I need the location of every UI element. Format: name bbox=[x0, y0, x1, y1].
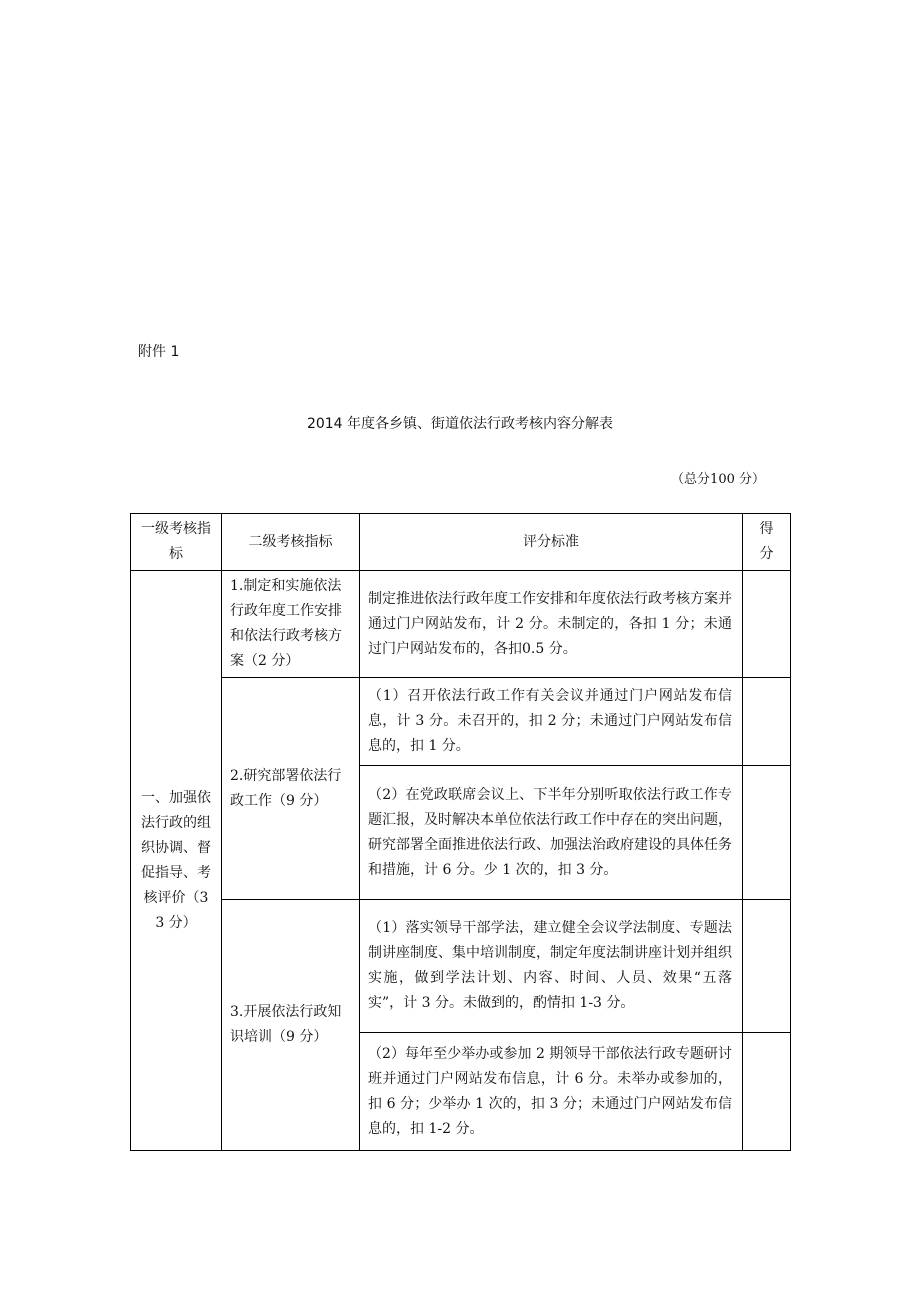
secondary-indicator-cell: 3.开展依法行政知识培训（9 分） bbox=[222, 900, 360, 1151]
criteria-cell: （2）每年至少举办或参加 2 期领导干部依法行政专题研讨班并通过门户网站发布信息，计 6 分。未举办或参加的，扣 6 分；少举办 1 次的，扣 3 分；未通过门户网站发布信息的，扣 1-2 分。 bbox=[360, 1033, 743, 1151]
header-score: 得分 bbox=[743, 514, 791, 571]
table-row bbox=[131, 678, 791, 766]
secondary-indicator-cell: 2.研究部署依法行政工作（9 分） bbox=[222, 678, 360, 900]
document-title: 2014 年度各乡镇、街道依法行政考核内容分解表 bbox=[306, 416, 614, 432]
criteria-cell: （1）落实领导干部学法，建立健全会议学法制度、专题法制讲座制度、集中培训制度，制定年度法制讲座计划并组织实施，做到学法计划、内容、时间、人员、效果“五落实”，计 3 分。未做到的，酌情扣 1-3 分。 bbox=[360, 900, 743, 1033]
table-row bbox=[131, 900, 791, 1033]
assessment-table bbox=[130, 513, 791, 1151]
header-scoring-criteria: 评分标准 bbox=[360, 514, 743, 571]
secondary-indicator-cell: 1.制定和实施依法行政年度工作安排和依法行政考核方案（2 分） bbox=[222, 571, 360, 678]
total-score-note: （总分100 分） bbox=[671, 472, 765, 487]
score-cell[interactable] bbox=[743, 1033, 791, 1151]
criteria-cell: （2）在党政联席会议上、下半年分别听取依法行政工作专题汇报，及时解决本单位依法行政工作中存在的突出问题，研究部署全面推进依法行政、加强法治政府建设的具体任务和措施，计 6 分。少 1 次的，扣 3 分。 bbox=[360, 766, 743, 900]
score-cell[interactable] bbox=[743, 900, 791, 1033]
table-row bbox=[131, 571, 791, 678]
header-secondary-indicator: 二级考核指标 bbox=[222, 514, 360, 571]
table-header-row bbox=[131, 514, 791, 571]
criteria-cell: 制定推进依法行政年度工作安排和年度依法行政考核方案并通过门户网站发布，计 2 分。未制定的，各扣 1 分；未通过门户网站发布的，各扣0.5 分。 bbox=[360, 571, 743, 678]
primary-category-cell: 一、加强依法行政的组织协调、督促指导、考核评价（33 分） bbox=[131, 571, 222, 1151]
score-cell[interactable] bbox=[743, 766, 791, 900]
score-cell[interactable] bbox=[743, 571, 791, 678]
score-cell[interactable] bbox=[743, 678, 791, 766]
attachment-label: 附件 1 bbox=[138, 344, 180, 360]
header-primary-indicator: 一级考核指标 bbox=[131, 514, 222, 571]
criteria-cell: （1）召开依法行政工作有关会议并通过门户网站发布信息，计 3 分。未召开的，扣 2 分；未通过门户网站发布信息的，扣 1 分。 bbox=[360, 678, 743, 766]
